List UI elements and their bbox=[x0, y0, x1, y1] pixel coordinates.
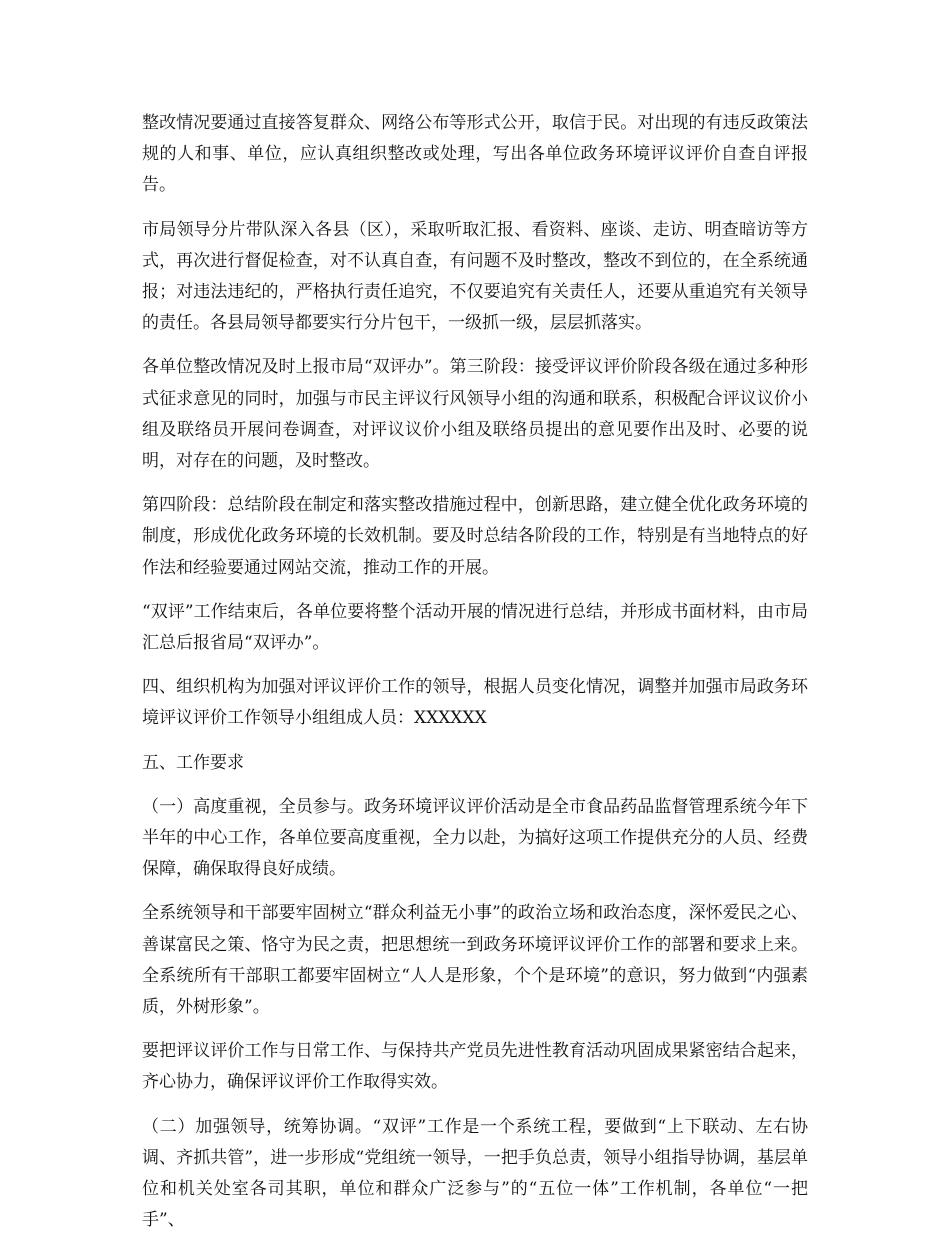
paragraph-10: 要把评议评价工作与日常工作、与保持共产党员先进性教育活动巩固成果紧密结合起来，齐心协力，确保评议评价工作取得实效。 bbox=[142, 1041, 808, 1093]
paragraph-4: 第四阶段：总结阶段在制定和落实整改措施过程中，创新思路，建立健全优化政务环境的制度，形成优化政务环境的长效机制。要及时总结各阶段的工作，特别是有当地特点的好作法和经验要通过网站交流，推动工作的开展。 bbox=[142, 495, 808, 578]
paragraph-6: 四、组织机构为加强对评议评价工作的领导，根据人员变化情况，调整并加强市局政务环境评议评价工作领导小组组成人员：XXXXXX bbox=[142, 677, 808, 729]
section-heading: 五、工作要求 bbox=[142, 752, 244, 773]
paragraph-8: （一）高度重视，全员参与。政务环境评议评价活动是全市食品药品监督管理系统今年下半年的中心工作，各单位要高度重视，全力以赴，为搞好这项工作提供充分的人员、经费保障，确保取得良好成绩。 bbox=[142, 796, 808, 880]
paragraph-9: 全系统领导和干部要牢固树立“群众利益无小事”的政治立场和政治态度，深怀爱民之心、善谋富民之策、恪守为民之责，把思想统一到政务环境评议评价工作的部署和要求上来。全系统所有干部职工都要牢固树立“人人是形象，个个是环境”的意识，努力做到“内强素质，外树形象”。 bbox=[142, 903, 808, 1018]
document-body bbox=[142, 108, 808, 1250]
paragraph-5: “双评”工作结束后，各单位要将整个活动开展的情况进行总结，并形成书面材料，由市局汇总后报省局“双评办”。 bbox=[142, 601, 808, 654]
paragraph-1: 整改情况要通过直接答复群众、网络公布等形式公开，取信于民。对出现的有违反政策法规的人和事、单位，应认真组织整改或处理，写出各单位政务环境评议评价自查自评报告。 bbox=[142, 113, 808, 196]
paragraph-3: 各单位整改情况及时上报市局“双评办”。第三阶段：接受评议评价阶段各级在通过多种形式征求意见的同时，加强与市民主评议行风领导小组的沟通和联系，积极配合评议议价小组及联络员开展问卷调查，对评议议价小组及联络员提出的意见要作出及时、必要的说明，对存在的问题，及时整改。 bbox=[142, 357, 808, 472]
paragraph-2: 市局领导分片带队深入各县（区），采取听取汇报、看资料、座谈、走访、明查暗访等方式，再次进行督促检查，对不认真自查，有问题不及时整改，整改不到位的，在全系统通报；对违法违纪的，严格执行责任追究，不仅要追究有关责任人，还要从重追究有关领导的责任。各县局领导都要实行分片包干，一级抓一级，层层抓落实。 bbox=[142, 219, 808, 334]
paragraph-11: （二）加强领导，统筹协调。“双评”工作是一个系统工程，要做到“上下联动、左右协调、齐抓共管”，进一步形成“党组统一领导，一把手负总责，领导小组指导协调，基层单位和机关处室各司其职，单位和群众广泛参与”的“五位一体”工作机制，各单位“一把手”、 bbox=[142, 1116, 808, 1231]
